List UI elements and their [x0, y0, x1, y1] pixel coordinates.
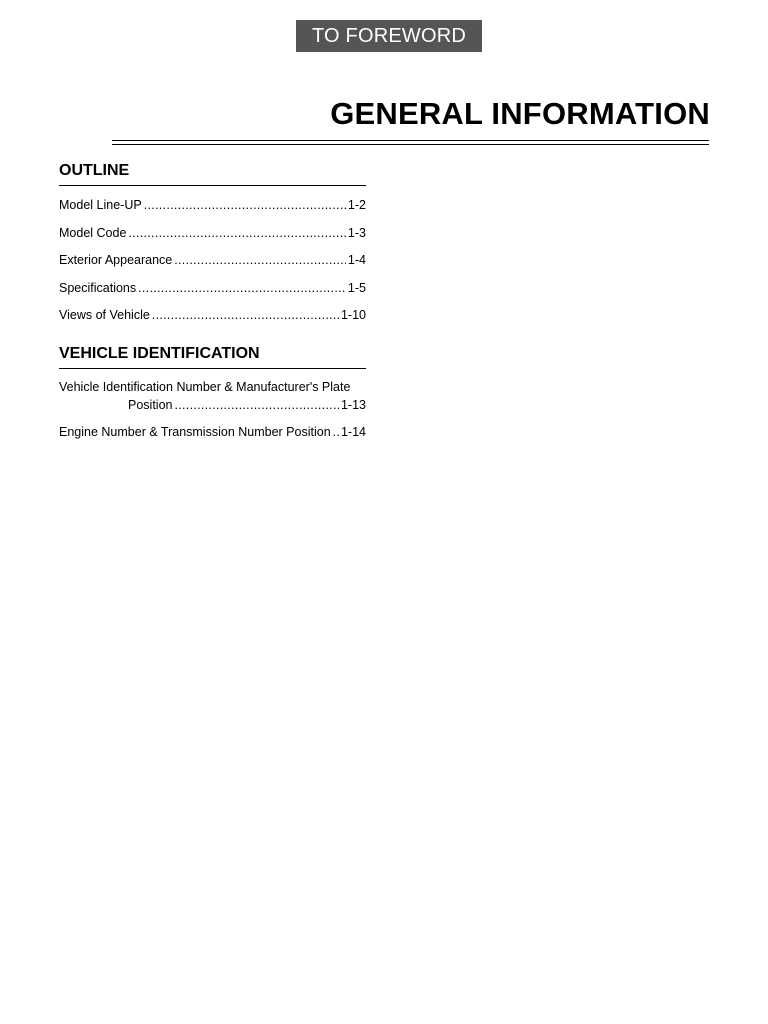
toc-link-model-code[interactable]	[59, 224, 366, 252]
title-divider	[112, 144, 709, 145]
to-foreword-button[interactable]: TO FOREWORD	[296, 20, 482, 52]
leader-dots	[152, 306, 339, 324]
toc-link-model-line-up[interactable]	[59, 196, 366, 224]
toc-link-label: Views of Vehicle	[59, 308, 150, 322]
leader-dots	[174, 396, 338, 414]
toc-link-views-of-vehicle[interactable]	[59, 306, 366, 334]
toc-link-label: Exterior Appearance	[59, 253, 173, 267]
toc-link-engine-transmission-number-position[interactable]	[59, 423, 366, 441]
toc-page-number: 1-4	[347, 253, 366, 267]
toc-link-label: Model Code	[59, 225, 127, 240]
toc-page-number: 1-5	[347, 280, 366, 295]
toc-page-number: 1-13	[340, 398, 366, 412]
toc-link-continuation	[59, 396, 366, 414]
toc-link-vin-manufacturers-plate-position[interactable]	[59, 378, 366, 414]
outline-toc-list	[59, 186, 366, 334]
toc-page-number: 1-2	[347, 198, 366, 212]
section-heading-outline: OUTLINE	[59, 161, 366, 186]
section-heading-vehicle-identification: VEHICLE IDENTIFICATION	[59, 344, 366, 369]
outline-section	[59, 161, 366, 334]
toc-link-specifications[interactable]	[59, 279, 366, 307]
toc-link-label: Engine Number & Transmission Number Position	[59, 425, 331, 439]
page-title: GENERAL INFORMATION	[330, 96, 710, 131]
toc-link-exterior-appearance[interactable]	[59, 251, 366, 279]
leader-dots	[174, 251, 346, 269]
vehicle-identification-toc-list	[59, 369, 366, 441]
leader-dots	[144, 196, 346, 214]
leader-dots	[128, 224, 346, 242]
vehicle-identification-section	[59, 344, 366, 441]
toc-link-label: Model Line-UP	[59, 198, 142, 212]
toc-page-number: 1-3	[347, 225, 366, 240]
toc-link-label: Position	[128, 398, 173, 412]
toc-page-number: 1-10	[340, 308, 366, 322]
toc-page-number: 1-14	[340, 425, 366, 439]
toc-link-label: Specifications	[59, 280, 137, 295]
toc-link-label: Vehicle Identification Number & Manufacturer's Plate	[59, 380, 351, 394]
leader-dots	[138, 279, 346, 297]
title-divider	[112, 140, 709, 141]
leader-dots	[333, 423, 339, 441]
